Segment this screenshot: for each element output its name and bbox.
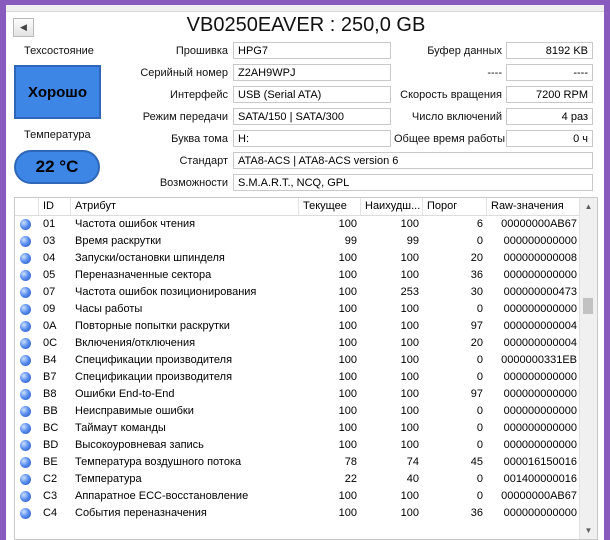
smart-table bbox=[14, 197, 598, 540]
rotation-field[interactable]: 7200 RPM bbox=[506, 86, 593, 103]
status-dot-icon bbox=[20, 423, 31, 434]
cell-id: 01 bbox=[43, 218, 56, 230]
cell-worst: 100 bbox=[400, 422, 419, 434]
cell-raw: 000000000000 bbox=[503, 439, 577, 451]
cell-worst: 100 bbox=[400, 388, 419, 400]
cell-raw: 000000000000 bbox=[503, 269, 577, 281]
cell-raw: 000000000008 bbox=[503, 252, 577, 264]
cell-name: Неисправимые ошибки bbox=[75, 405, 194, 417]
status-dot-icon bbox=[20, 457, 31, 468]
header-worst[interactable]: Наихудш... bbox=[361, 198, 423, 215]
cell-current: 100 bbox=[338, 439, 357, 451]
scroll-down-icon[interactable]: ▼ bbox=[584, 526, 593, 535]
features-label: Возможности bbox=[159, 177, 228, 189]
cell-raw: 000000000000 bbox=[503, 235, 577, 247]
cell-id: BB bbox=[43, 405, 58, 417]
table-row[interactable] bbox=[15, 250, 581, 267]
cell-name: Таймаут команды bbox=[75, 422, 166, 434]
cell-threshold: 20 bbox=[470, 337, 483, 349]
firmware-field[interactable]: HPG7 bbox=[233, 42, 391, 59]
header-status[interactable] bbox=[15, 198, 39, 215]
interface-label: Интерфейс bbox=[170, 89, 228, 101]
cell-current: 99 bbox=[344, 235, 357, 247]
cell-worst: 100 bbox=[400, 337, 419, 349]
cell-current: 100 bbox=[338, 303, 357, 315]
table-row[interactable] bbox=[15, 471, 581, 488]
cell-threshold: 36 bbox=[470, 269, 483, 281]
cell-worst: 74 bbox=[406, 456, 419, 468]
cell-name: Температура воздушного потока bbox=[75, 456, 242, 468]
cell-worst: 253 bbox=[400, 286, 419, 298]
table-row[interactable] bbox=[15, 318, 581, 335]
cell-worst: 100 bbox=[400, 371, 419, 383]
cell-worst: 100 bbox=[400, 218, 419, 230]
cell-id: 07 bbox=[43, 286, 56, 298]
status-dot-icon bbox=[20, 219, 31, 230]
cell-id: BE bbox=[43, 456, 58, 468]
cell-worst: 100 bbox=[400, 405, 419, 417]
status-dot-icon bbox=[20, 304, 31, 315]
standard-field[interactable]: ATA8-ACS | ATA8-ACS version 6 bbox=[233, 152, 593, 169]
blank-field-2[interactable]: ---- bbox=[506, 64, 593, 81]
cell-current: 100 bbox=[338, 269, 357, 281]
cell-raw: 001400000016 bbox=[503, 473, 577, 485]
features-field[interactable]: S.M.A.R.T., NCQ, GPL bbox=[233, 174, 593, 191]
cell-name: Температура bbox=[75, 473, 142, 485]
temperature-label: Температура bbox=[24, 129, 91, 141]
table-row[interactable] bbox=[15, 267, 581, 284]
cell-threshold: 97 bbox=[470, 388, 483, 400]
status-dot-icon bbox=[20, 474, 31, 485]
cell-threshold: 0 bbox=[476, 490, 483, 502]
cell-threshold: 0 bbox=[476, 405, 483, 417]
cell-name: Запуски/остановки шпинделя bbox=[75, 252, 225, 264]
cell-current: 22 bbox=[344, 473, 357, 485]
cell-worst: 100 bbox=[400, 252, 419, 264]
table-row[interactable] bbox=[15, 284, 581, 301]
table-row[interactable] bbox=[15, 216, 581, 233]
cell-current: 100 bbox=[338, 354, 357, 366]
cell-current: 100 bbox=[338, 422, 357, 434]
cell-worst: 100 bbox=[400, 303, 419, 315]
cell-raw: 00000000AB67 bbox=[501, 218, 577, 230]
cell-id: BC bbox=[43, 422, 59, 434]
cell-current: 100 bbox=[338, 286, 357, 298]
cell-threshold: 0 bbox=[476, 303, 483, 315]
table-row[interactable] bbox=[15, 386, 581, 403]
cell-id: C4 bbox=[43, 507, 58, 519]
cell-raw: 000000000000 bbox=[503, 405, 577, 417]
transfer-mode-label: Режим передачи bbox=[142, 111, 228, 123]
cell-name: Время раскрутки bbox=[75, 235, 162, 247]
table-row[interactable] bbox=[15, 420, 581, 437]
vertical-scrollbar[interactable] bbox=[579, 198, 597, 539]
cell-threshold: 0 bbox=[476, 422, 483, 434]
power-time-label: Общее время работы bbox=[394, 133, 506, 145]
transfer-mode-field[interactable]: SATA/150 | SATA/300 bbox=[233, 108, 391, 125]
cell-threshold: 97 bbox=[470, 320, 483, 332]
cell-threshold: 0 bbox=[476, 354, 483, 366]
header-threshold[interactable]: Порог bbox=[423, 198, 487, 215]
header-id[interactable]: ID bbox=[39, 198, 71, 215]
cell-raw: 0000000331EB bbox=[501, 354, 577, 366]
cell-name: Спецификации производителя bbox=[75, 354, 233, 366]
status-dot-icon bbox=[20, 372, 31, 383]
cell-raw: 000000000473 bbox=[503, 286, 577, 298]
cell-threshold: 20 bbox=[470, 252, 483, 264]
table-row[interactable] bbox=[15, 233, 581, 250]
cell-raw: 000000000000 bbox=[503, 507, 577, 519]
cell-worst: 100 bbox=[400, 490, 419, 502]
cell-worst: 100 bbox=[400, 507, 419, 519]
cell-id: 04 bbox=[43, 252, 56, 264]
cell-threshold: 0 bbox=[476, 473, 483, 485]
cell-threshold: 0 bbox=[476, 371, 483, 383]
health-label: Техсостояние bbox=[24, 45, 94, 57]
cell-threshold: 30 bbox=[470, 286, 483, 298]
cell-id: C2 bbox=[43, 473, 58, 485]
header-attribute[interactable]: Атрибут bbox=[71, 198, 299, 215]
power-count-field[interactable]: 4 раз bbox=[506, 108, 593, 125]
cell-name: Часы работы bbox=[75, 303, 143, 315]
cell-current: 100 bbox=[338, 252, 357, 264]
cell-raw: 000000000004 bbox=[503, 320, 577, 332]
temperature-value: 22 °C bbox=[35, 157, 79, 176]
cell-current: 100 bbox=[338, 218, 357, 230]
cell-worst: 99 bbox=[406, 235, 419, 247]
volume-field[interactable]: H: bbox=[233, 130, 391, 147]
serial-label: Серийный номер bbox=[140, 67, 228, 79]
cell-name: Аппаратное ECC-восстановление bbox=[75, 490, 249, 502]
cell-name: Повторные попытки раскрутки bbox=[75, 320, 230, 332]
buffer-label: Буфер данных bbox=[427, 45, 502, 57]
status-dot-icon bbox=[20, 321, 31, 332]
app-window bbox=[6, 5, 604, 540]
cell-current: 100 bbox=[338, 507, 357, 519]
status-dot-icon bbox=[20, 389, 31, 400]
cell-worst: 100 bbox=[400, 354, 419, 366]
cell-id: 0A bbox=[43, 320, 57, 332]
firmware-label: Прошивка bbox=[175, 45, 228, 57]
cell-name: Ошибки End-to-End bbox=[75, 388, 175, 400]
table-row[interactable] bbox=[15, 505, 581, 522]
cell-id: 05 bbox=[43, 269, 56, 281]
buffer-field[interactable]: 8192 KB bbox=[506, 42, 593, 59]
cell-threshold: 45 bbox=[470, 456, 483, 468]
cell-raw: 000000000004 bbox=[503, 337, 577, 349]
cell-raw: 000000000000 bbox=[503, 388, 577, 400]
cell-name: Включения/отключения bbox=[75, 337, 196, 349]
cell-id: 0C bbox=[43, 337, 58, 349]
status-dot-icon bbox=[20, 270, 31, 281]
table-row[interactable] bbox=[15, 335, 581, 352]
table-row[interactable] bbox=[15, 352, 581, 369]
cell-threshold: 36 bbox=[470, 507, 483, 519]
cell-raw: 000000000000 bbox=[503, 371, 577, 383]
cell-worst: 100 bbox=[400, 320, 419, 332]
table-row[interactable] bbox=[15, 454, 581, 471]
cell-current: 100 bbox=[338, 405, 357, 417]
cell-current: 78 bbox=[344, 456, 357, 468]
cell-id: B8 bbox=[43, 388, 57, 400]
cell-raw: 00000000AB67 bbox=[501, 490, 577, 502]
cell-threshold: 0 bbox=[476, 439, 483, 451]
cell-current: 100 bbox=[338, 320, 357, 332]
power-count-label: Число включений bbox=[411, 111, 502, 123]
disk-title: VB0250EAVER : 250,0 GB bbox=[186, 14, 426, 36]
cell-current: 100 bbox=[338, 337, 357, 349]
health-status-value: Хорошо bbox=[28, 83, 87, 101]
status-dot-icon bbox=[20, 236, 31, 247]
cell-name: Частота ошибок чтения bbox=[75, 218, 196, 230]
serial-field[interactable]: Z2AH9WPJ bbox=[233, 64, 391, 81]
cell-id: C3 bbox=[43, 490, 58, 502]
table-row[interactable] bbox=[15, 369, 581, 386]
status-dot-icon bbox=[20, 440, 31, 451]
cell-id: 03 bbox=[43, 235, 56, 247]
rotation-label: Скорость вращения bbox=[400, 89, 502, 101]
cell-worst: 40 bbox=[406, 473, 419, 485]
cell-name: Спецификации производителя bbox=[75, 371, 233, 383]
scroll-thumb[interactable] bbox=[583, 298, 593, 314]
cell-threshold: 0 bbox=[476, 235, 483, 247]
cell-worst: 100 bbox=[400, 269, 419, 281]
cell-raw: 000000000000 bbox=[503, 303, 577, 315]
status-dot-icon bbox=[20, 253, 31, 264]
table-row[interactable] bbox=[15, 488, 581, 505]
status-dot-icon bbox=[20, 338, 31, 349]
header-current[interactable]: Текущее bbox=[299, 198, 361, 215]
cell-raw: 000016150016 bbox=[503, 456, 577, 468]
header-raw[interactable]: Raw-значения bbox=[487, 198, 581, 215]
table-row[interactable] bbox=[15, 301, 581, 318]
status-dot-icon bbox=[20, 287, 31, 298]
cell-name: Частота ошибок позиционирования bbox=[75, 286, 257, 298]
health-status-button[interactable] bbox=[14, 65, 101, 119]
cell-worst: 100 bbox=[400, 439, 419, 451]
cell-name: Переназначенные сектора bbox=[75, 269, 212, 281]
status-dot-icon bbox=[20, 406, 31, 417]
cell-id: B7 bbox=[43, 371, 57, 383]
cell-id: B4 bbox=[43, 354, 57, 366]
interface-field[interactable]: USB (Serial ATA) bbox=[233, 86, 391, 103]
scroll-up-icon[interactable]: ▲ bbox=[584, 202, 593, 211]
status-dot-icon bbox=[20, 508, 31, 519]
blank-value-1: ---- bbox=[487, 67, 502, 79]
cell-id: 09 bbox=[43, 303, 56, 315]
table-row[interactable] bbox=[15, 437, 581, 454]
cell-raw: 000000000000 bbox=[503, 422, 577, 434]
cell-name: Высокоуровневая запись bbox=[75, 439, 204, 451]
cell-threshold: 6 bbox=[476, 218, 483, 230]
left-arrow-icon: ◀ bbox=[20, 22, 27, 32]
menu-strip bbox=[6, 5, 604, 12]
standard-label: Стандарт bbox=[179, 155, 228, 167]
table-header bbox=[15, 198, 581, 216]
cell-current: 100 bbox=[338, 490, 357, 502]
cell-current: 100 bbox=[338, 388, 357, 400]
power-time-field[interactable]: 0 ч bbox=[506, 130, 593, 147]
status-dot-icon bbox=[20, 491, 31, 502]
cell-name: События переназначения bbox=[75, 507, 207, 519]
cell-current: 100 bbox=[338, 371, 357, 383]
table-row[interactable] bbox=[15, 403, 581, 420]
status-dot-icon bbox=[20, 355, 31, 366]
volume-label: Буква тома bbox=[171, 133, 228, 145]
temperature-badge[interactable] bbox=[14, 150, 100, 184]
cell-id: BD bbox=[43, 439, 59, 451]
